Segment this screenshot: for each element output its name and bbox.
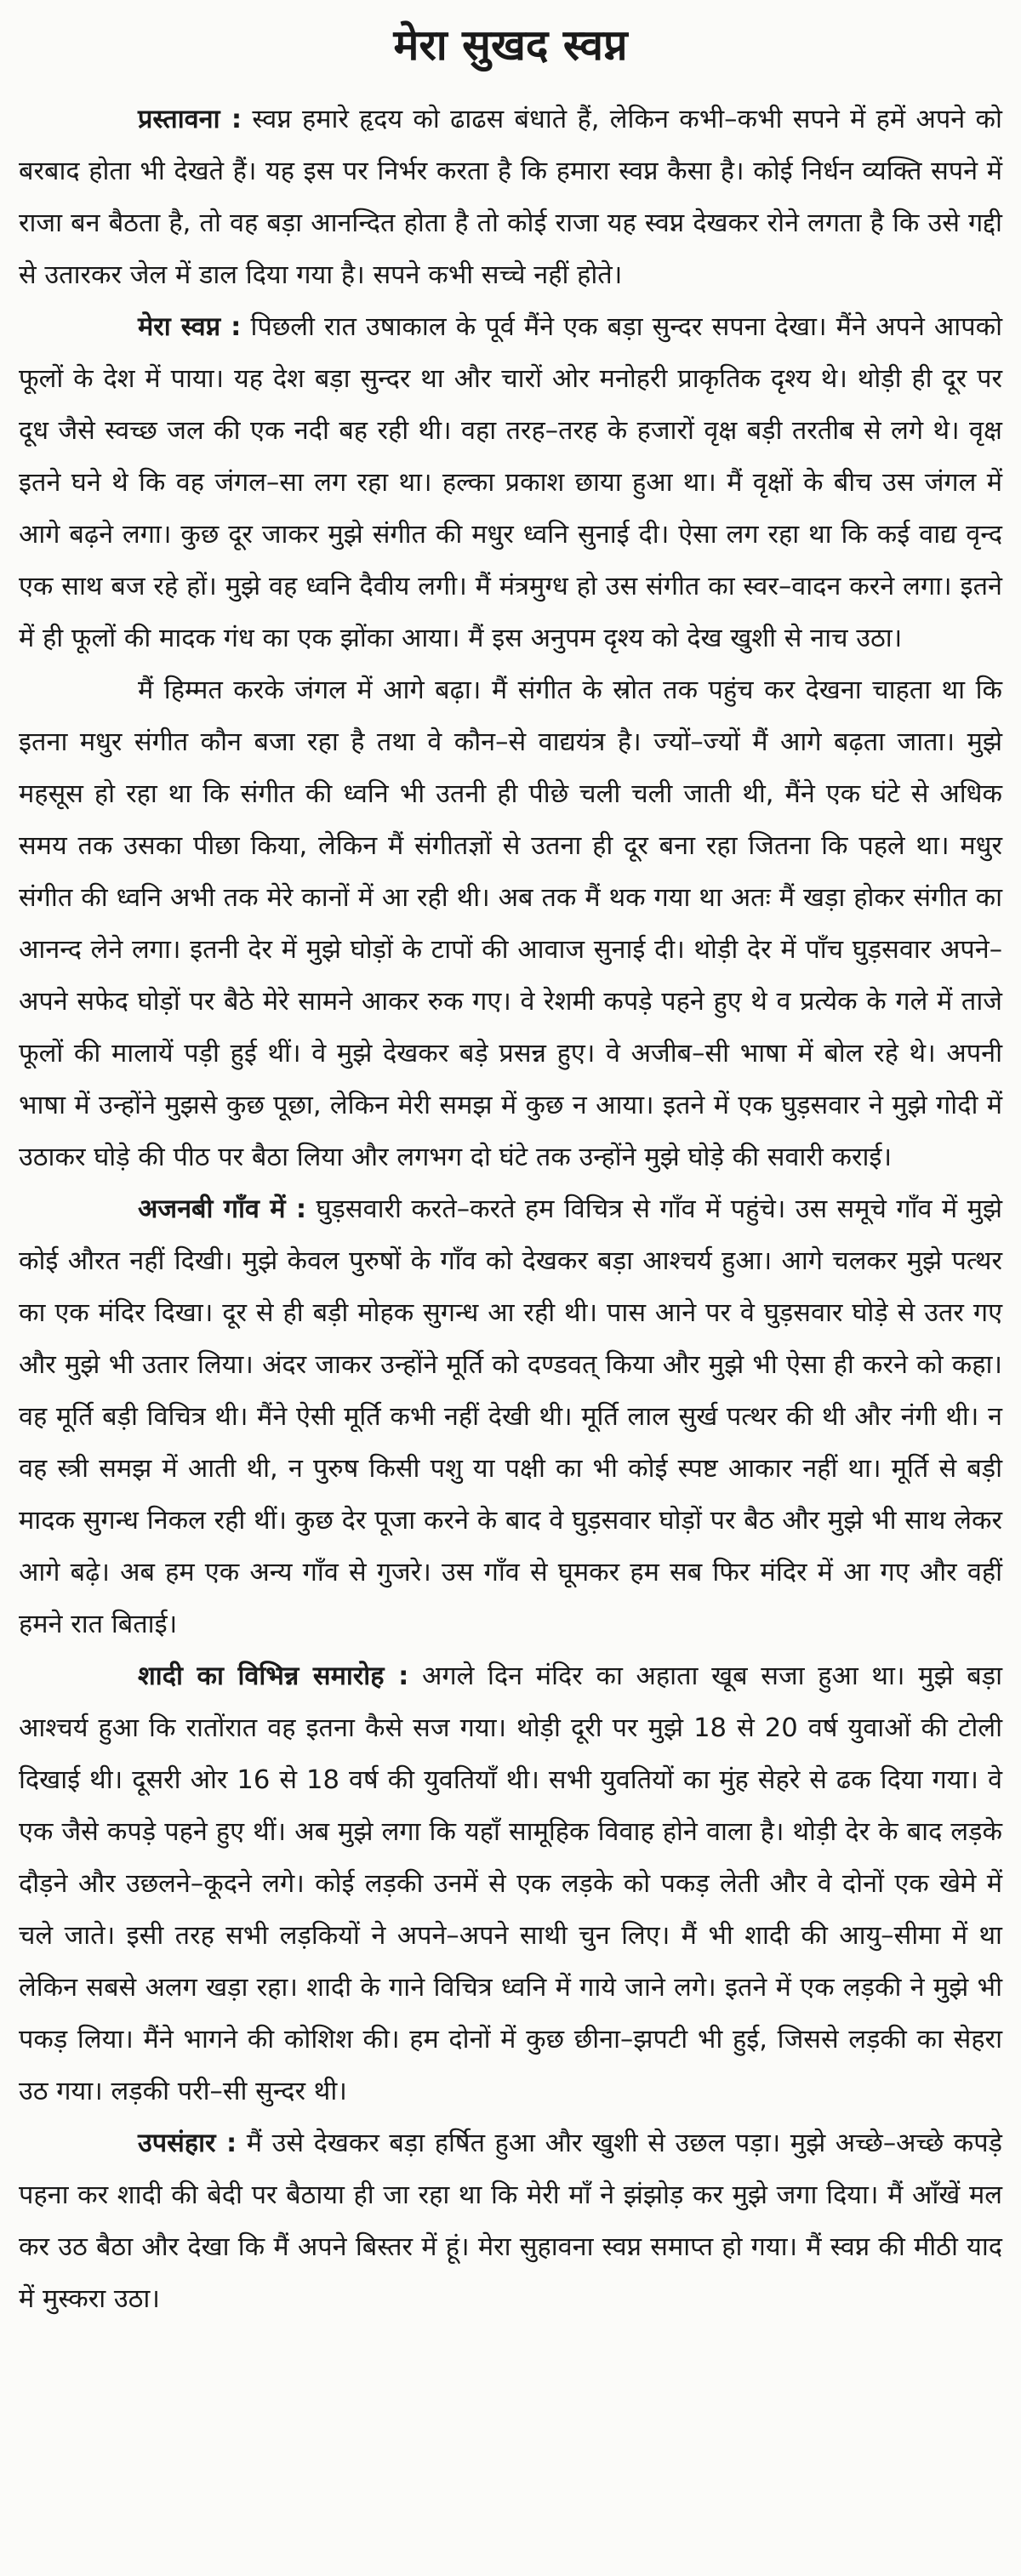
paragraph-village <box>19 1183 1002 1650</box>
heading-dream: मेरा स्वप्न : <box>138 312 242 342</box>
paragraph-wedding <box>19 1650 1002 2117</box>
text-dream-1: पिछली रात उषाकाल के पूर्व मैंने एक बड़ा सुन्दर सपना देखा। मैंने अपने आपको फूलों के देश में पाया। यह देश बड़ा सुन्दर था और चारों ओर मनोहरी प्राकृतिक दृश्य थे। थोड़ी ही दूर पर दूध जैसे स्वच्छ जल की एक नदी बह रही थी। वहा तरह–तरह के हजारों वृक्ष बड़ी तरतीब से लगे थे। वृक्ष इतने घने थे कि वह जंगल–सा लग रहा था। हल्का प्रकाश छाया हुआ था। मैं वृक्षों के बीच उस जंगल में आगे बढ़ने लगा। कुछ दूर जाकर मुझे संगीत की मधुर ध्वनि सुनाई दी। ऐसा लग रहा था कि कई वाद्य वृन्द एक साथ बज रहे हों। मुझे वह ध्वनि दैवीय लगी। मैं मंत्रमुग्ध हो उस संगीत का स्वर–वादन करने लगा। इतने में ही फूलों की मादक गंध का एक झोंका आया। मैं इस अनुपम दृश्य को देख खुशी से नाच उठा। <box>19 312 1002 653</box>
text-dream-2: मैं हिम्मत करके जंगल में आगे बढ़ा। मैं संगीत के स्रोत तक पहुंच कर देखना चाहता था कि इतना मधुर संगीत कौन बजा रहा है तथा वे कौन–से वाद्ययंत्र है। ज्यों–ज्यों मैं आगे बढ़ता जाता। मुझे महसूस हो रहा था कि संगीत की ध्वनि भी उतनी ही पीछे चली चली जाती थी, मैंने एक घंटे से अधिक समय तक उसका पीछा किया, लेकिन मैं संगीतज्ञों से उतना ही दूर बना रहा जितना कि पहले था। मधुर संगीत की ध्वनि अभी तक मेरे कानों में आ रही थी। अब तक मैं थक गया था अतः मैं खड़ा होकर संगीत का आनन्द लेने लगा। इतनी देर में मुझे घोड़ों के टापों की आवाज सुनाई दी। थोड़ी देर में पाँच घुड़सवार अपने–अपने सफेद घोड़ों पर बैठे मेरे सामने आकर रुक गए। वे रेशमी कपड़े पहने हुए थे व प्रत्येक के गले में ताजे फूलों की मालायें पड़ी हुई थीं। वे मुझे देखकर बड़े प्रसन्न हुए। वे अजीब–सी भाषा में बोल रहे थे। अपनी भाषा में उन्होंने मुझसे कुछ पूछा, लेकिन मेरी समझ में कुछ न आया। इतने में एक घुड़सवार ने मुझे गोदी में उठाकर घोड़े की पीठ पर बैठा लिया और लगभग दो घंटे तक उन्होंने मुझे घोड़े की सवारी कराई। <box>19 675 1002 1172</box>
text-conclusion: मैं उसे देखकर बड़ा हर्षित हुआ और खुशी से उछल पड़ा। मुझे अच्छे–अच्छे कपड़े पहना कर शादी की बेदी पर बैठाया ही जा रहा था कि मेरी माँ ने झंझोड़ कर मुझे जगा दिया। मैं आँखें मल कर उठ बैठा और देखा कि मैं अपने बिस्तर में हूं। मेरा सुहावना स्वप्न समाप्त हो गया। मैं स्वप्न की मीठी याद में मुस्करा उठा। <box>19 2129 1002 2314</box>
section-conclusion <box>19 2117 1002 2325</box>
heading-wedding: शादी का विभिन्न समारोह : <box>138 1661 409 1691</box>
section-wedding <box>19 1650 1002 2117</box>
section-dream <box>19 301 1002 1183</box>
paragraph-dream-1 <box>19 301 1002 664</box>
text-village: घुड़सवारी करते–करते हम विचित्र से गाँव में पहुंचे। उस समूचे गाँव में मुझे कोई औरत नहीं दिखी। मुझे केवल पुरुषों के गाँव को देखकर बड़ा आश्चर्य हुआ। आगे चलकर मुझे पत्थर का एक मंदिर दिखा। दूर से ही बड़ी मोहक सुगन्ध आ रही थी। पास आने पर वे घुड़सवार घोड़े से उतर गए और मुझे भी उतार लिया। अंदर जाकर उन्होंने मूर्ति को दण्डवत् किया और मुझे भी ऐसा ही करने को कहा। वह मूर्ति बड़ी विचित्र थी। मैंने ऐसी मूर्ति कभी नहीं देखी थी। मूर्ति लाल सुर्ख पत्थर की थी और नंगी थी। न वह स्त्री समझ में आती थी, न पुरुष किसी पशु या पक्षी का भी कोई स्पष्ट आकार नहीं था। मूर्ति से बड़ी मादक सुगन्ध निकल रही थीं। कुछ देर पूजा करने के बाद वे घुड़सवार घोड़ों पर बैठ और मुझे भी साथ लेकर आगे बढ़े। अब हम एक अन्य गाँव से गुजरे। उस गाँव से घूमकर हम सब फिर मंदिर में आ गए और वहीं हमने रात बिताई। <box>19 1194 1003 1639</box>
paragraph-dream-2 <box>19 664 1002 1183</box>
text-wedding: अगले दिन मंदिर का अहाता खूब सजा हुआ था। मुझे बड़ा आश्चर्य हुआ कि रातोंरात वह इतना कैसे सज गया। थोड़ी दूरी पर मुझे 18 से 20 वर्ष युवाओं की टोली दिखाई थी। दूसरी ओर 16 से 18 वर्ष की युवतियाँ थी। सभी युवतियों का मुंह सेहरे से ढक दिया गया। वे एक जैसे कपड़े पहने हुए थीं। अब मुझे लगा कि यहाँ सामूहिक विवाह होने वाला है। थोड़ी देर के बाद लड़के दौड़ने और उछलने–कूदने लगे। कोई लड़की उनमें से एक लड़के को पकड़ लेती और वे दोनों एक खेमे में चले जाते। इसी तरह सभी लड़कियों ने अपने–अपने साथी चुन लिए। मैं भी शादी की आयु–सीमा में था लेकिन सबसे अलग खड़ा रहा। शादी के गाने विचित्र ध्वनि में गाये जाने लगे। इतने में एक लड़की ने मुझे भी पकड़ लिया। मैंने भागने की कोशिश की। हम दोनों में कुछ छीना–झपटी भी हुई, जिससे लड़की का सेहरा उठ गया। लड़की परी–सी सुन्दर थी। <box>19 1661 1002 2106</box>
section-intro <box>19 94 1002 301</box>
heading-intro: प्रस्तावना : <box>138 105 242 134</box>
paragraph-conclusion <box>19 2117 1002 2325</box>
paragraph-intro <box>19 94 1002 301</box>
heading-conclusion: उपसंहार : <box>138 2129 237 2158</box>
essay-title: मेरा सुखद स्वप्न <box>393 20 628 70</box>
section-village <box>19 1183 1002 1650</box>
text-intro: स्वप्न हमारे हृदय को ढाढस बंधाते हैं, लेकिन कभी–कभी सपने में हमें अपने को बरबाद होता भी देखते हैं। यह इस पर निर्भर करता है कि हमारा स्वप्न कैसा है। कोई निर्धन व्यक्ति सपने में राजा बन बैठता है, तो वह बड़ा आनन्दित होता है तो कोई राजा यह स्वप्न देखकर रोने लगता है कि उसे गद्दी से उतारकर जेल में डाल दिया गया है। सपने कभी सच्चे नहीं होते। <box>19 105 1002 290</box>
heading-village: अजनबी गाँव में : <box>138 1194 307 1224</box>
